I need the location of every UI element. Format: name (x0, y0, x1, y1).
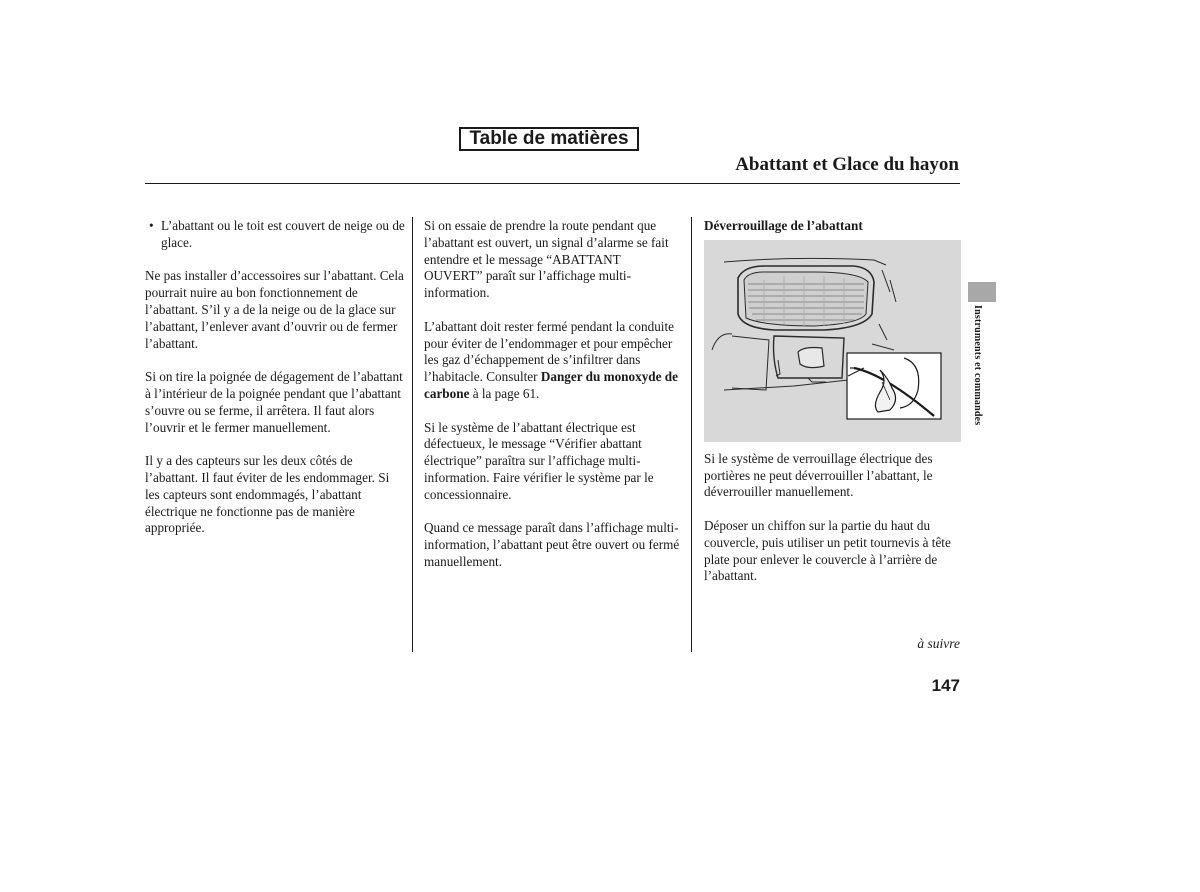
left-paragraph: Il y a des capteurs sur les deux côtés de l’abattant. Il faut éviter de les endommager. Si les capteurs sont endommagés, l’abattant électrique ne fonctionne pas de manière appropriée. (145, 453, 390, 536)
page-reference: à la page 61. (469, 385, 540, 401)
middle-paragraph (424, 319, 682, 403)
column-divider (412, 217, 413, 652)
continued-note: à suivre (917, 636, 960, 651)
right-paragraph: Déposer un chiffon sur la partie du haut du couvercle, puis utiliser un petit tournevis à tête plate pour enlever le couvercle à l’arrière de l’abattant. (704, 517, 951, 584)
subsection-heading: Déverrouillage de l’abattant (704, 218, 863, 233)
middle-paragraph: Si le système de l’abattant électrique est défectueux, le message “Vérifier abattant électrique” paraîtra sur l’affichage multi-information. Faire vérifier le système par le concessionnaire. (424, 419, 654, 502)
middle-paragraph: Quand ce message paraît dans l’affichage multi-information, l’abattant peut être ouvert ou fermé manuellement. (424, 520, 680, 569)
left-paragraph: Si on tire la poignée de dégagement de l’abattant à l’intérieur de la poignée pendant que l’abattant s’ouvre ou se ferme, il arrêtera. Il faut alors l’ouvrir et le fermer manuellement. (145, 369, 403, 435)
section-title: Abattant et Glace du hayon (735, 154, 959, 175)
table-of-contents-button[interactable]: Table de matières (459, 127, 639, 151)
tailgate-illustration (704, 240, 961, 442)
tailgate-cover-removal-image (704, 240, 961, 442)
bullet-text: L’abattant ou le toit est couvert de neige ou de glace. (161, 218, 405, 250)
middle-column (424, 218, 682, 588)
middle-paragraph: Si on essaie de prendre la route pendant que l’abattant est ouvert, un signal d’alarme se fait entendre et le message “ABATTANT OUVERT” paraît sur l’affichage multi-information. (424, 218, 669, 301)
left-paragraph: Ne pas installer d’accessoires sur l’abattant. Cela pourrait nuire au bon fonctionnement de l’abattant. S’il y a de la neige ou de la glace sur l’abattant, l’enlever avant d’ouvrir ou de fermer l’abattant. (145, 268, 404, 351)
carbon-monoxide-link[interactable]: Danger du monoxyde de carbone (424, 369, 678, 401)
column-divider (691, 217, 692, 652)
bullet-item (145, 218, 405, 252)
paragraph-text: L’abattant doit rester fermé pendant la conduite pour éviter de l’endommager et pour empêcher les gaz d’échappement de s’infiltrer dans l’habitacle. Consulter (424, 318, 674, 385)
bullet-dot-icon: • (149, 218, 154, 233)
left-column (145, 218, 405, 554)
right-paragraph: Si le système de verrouillage électrique des portières ne peut déverrouiller l’abattant, le déverrouiller manuellement. (704, 450, 933, 500)
chapter-tab (968, 282, 996, 302)
page-number: 147 (931, 676, 960, 695)
right-column (704, 218, 962, 602)
header-rule (145, 183, 960, 184)
chapter-side-label: Instruments et commandes (972, 305, 983, 426)
